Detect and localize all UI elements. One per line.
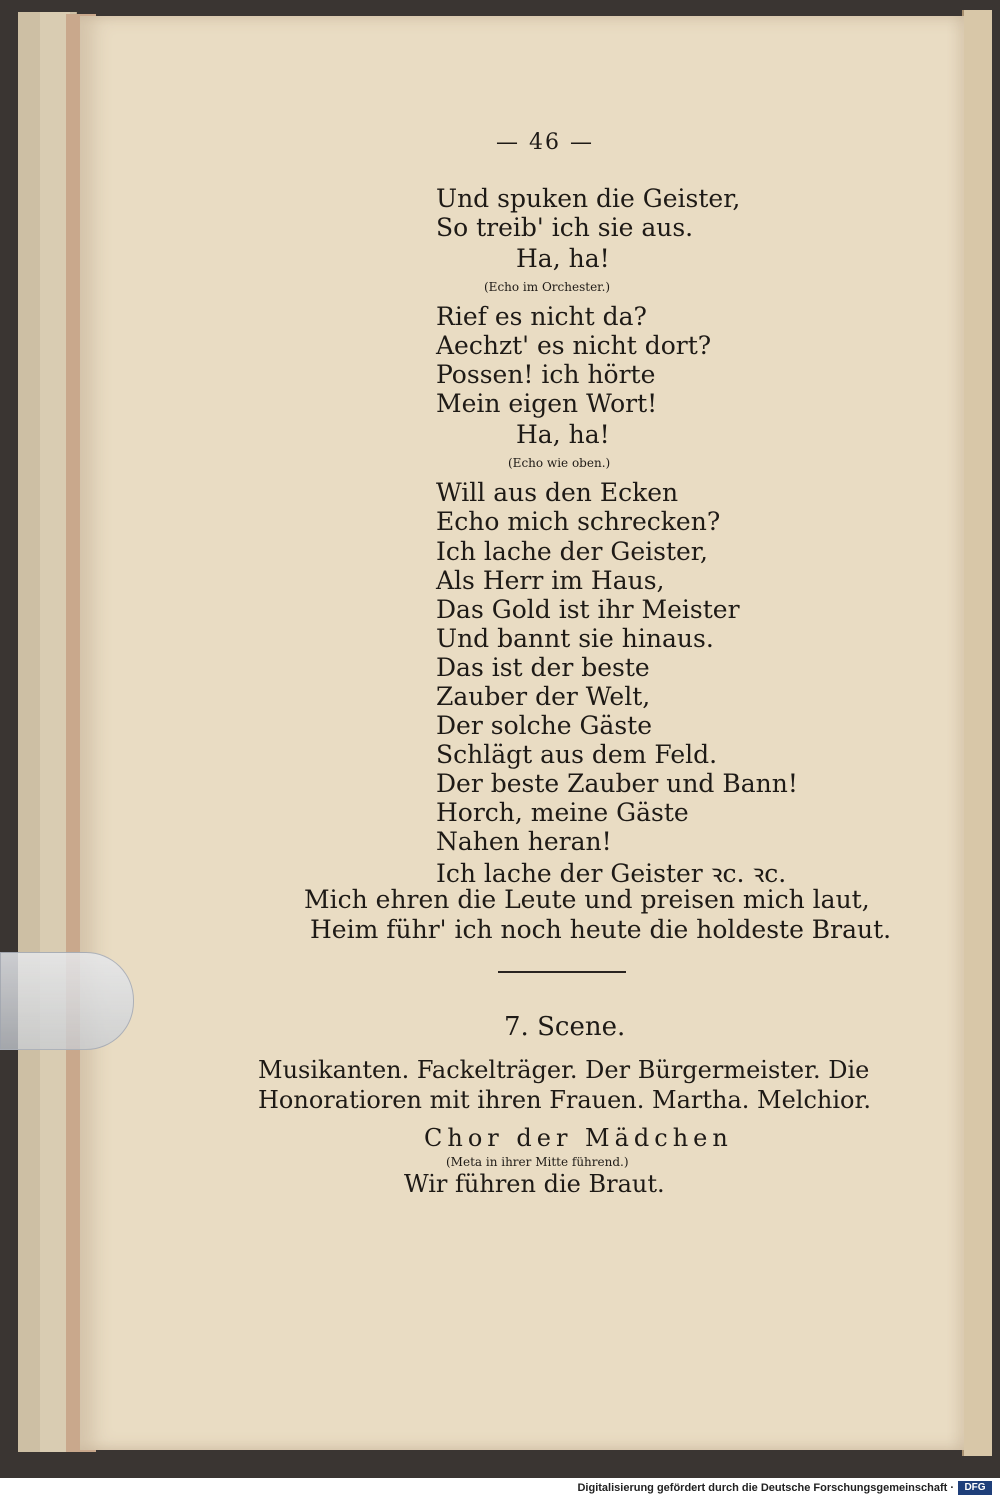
verse-line: Aechzt' es nicht dort? — [436, 331, 712, 360]
footer-credit: Digitalisierung gefördert durch die Deutsche Forschungsgemeinschaft · — [577, 1482, 954, 1494]
scene-cast-line: Musikanten. Fackelträger. Der Bürgermeister. Die — [258, 1056, 870, 1084]
verse-line: Das Gold ist ihr Meister — [436, 595, 740, 624]
chorus-line: Wir führen die Braut. — [404, 1170, 665, 1198]
chorus-stage-direction: (Meta in ihrer Mitte führend.) — [446, 1155, 629, 1169]
verse-line: Nahen heran! — [436, 827, 612, 856]
verse-line: Mein eigen Wort! — [436, 389, 658, 418]
verse-line: Das ist der beste — [436, 653, 650, 682]
verse-line: Rief es nicht da? — [436, 302, 647, 331]
verse-line: Horch, meine Gäste — [436, 798, 689, 827]
verse-line: Zauber der Welt, — [436, 682, 651, 711]
verse-line: So treib' ich sie aus. — [436, 213, 694, 242]
section-divider — [498, 971, 626, 973]
verse-line: Schlägt aus dem Feld. — [436, 740, 718, 769]
verse-line: Ich lache der Geister ꝛc. ꝛc. — [436, 859, 787, 888]
verse-line: Ich lache der Geister, — [436, 537, 708, 566]
scene-cast-line: Honoratioren mit ihren Frauen. Martha. Melchior. — [258, 1086, 871, 1114]
closing-line: Mich ehren die Leute und preisen mich laut, — [304, 885, 870, 914]
verse-line: Der solche Gäste — [436, 711, 653, 740]
chorus-heading: Chor der Mädchen — [424, 1124, 733, 1152]
verse-line: Ha, ha! — [516, 420, 610, 449]
closing-line: Heim führ' ich noch heute die holdeste Braut. — [310, 915, 892, 944]
verse-line: Als Herr im Haus, — [436, 566, 665, 595]
verse-line: Und spuken die Geister, — [436, 184, 741, 213]
stage-direction: (Echo wie oben.) — [508, 456, 611, 470]
page-number: — 46 — — [496, 130, 594, 155]
scene-title: 7. Scene. — [504, 1012, 626, 1042]
verse-line: Und bannt sie hinaus. — [436, 624, 714, 653]
verse-line: Will aus den Ecken — [436, 478, 679, 507]
dfg-logo: DFG — [958, 1481, 992, 1495]
book-clip — [0, 952, 134, 1050]
verse-line: Ha, ha! — [516, 244, 610, 273]
verse-line: Echo mich schrecken? — [436, 507, 721, 536]
right-page-edge — [962, 10, 992, 1456]
verse-line: Possen! ich hörte — [436, 360, 656, 389]
verse-line: Der beste Zauber und Bann! — [436, 769, 798, 798]
stage-direction: (Echo im Orchester.) — [484, 280, 611, 294]
